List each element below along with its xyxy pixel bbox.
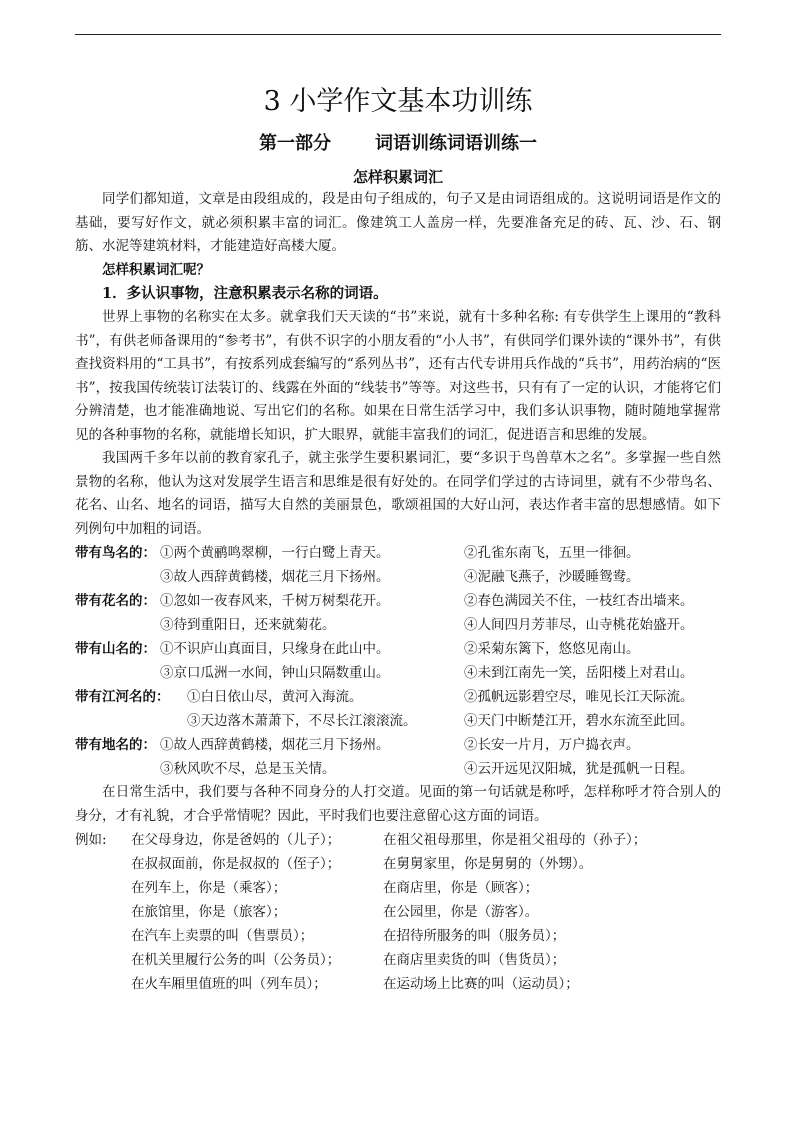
example-row [75,924,721,948]
poem-category-label [75,661,160,685]
question-heading: 怎样积累词汇呢？ [102,261,210,278]
example-right: 在商店里，你是（顾客）； [383,880,539,896]
example-left: 在列车上，你是（乘客）； [131,880,287,896]
example-right: 在商店里卖货的叫（售货员）； [383,952,566,968]
poem-row [75,565,721,589]
poem-category-label [75,709,187,733]
document-body [75,82,721,996]
poem-row [75,637,721,661]
example-label: 例如: [75,832,107,848]
poem-line-left: ①白日依山尽，黄河入海流。 [187,689,363,705]
document-title: 3 小学作文基本功训练 [263,86,533,117]
example-row [75,852,721,876]
poem-row [75,757,721,781]
poem-line-right: ④云开远见汉阳城，犹是孤帆一日程。 [464,761,694,777]
poem-row [75,541,721,565]
poem-line-left: ①忽如一夜春风来，千树万树梨花开。 [160,593,390,609]
poem-line-right: ②采菊东篱下，悠悠见南山。 [464,641,640,657]
poem-category-label [75,565,160,589]
paragraph-book-names: 世界上事物的名称实在太多。就拿我们天天读的“书”来说，就有十多种名称: 有专供学生上课用的“教科书”，有供老师备课用的“参考书”，有供不识字的小朋友看的“小人书”，有供同学们课外读的“课外书”，有供查找资料用的“工具书”，有按系列成套编写的“系列丛书”，还有古代专讲用兵作战的“兵书”，用药治病的“医书”，按我国传统装订法装订的、线露在外面的“线装书”等等。对这些书，只有有了一定的认识，才能将它们分辨清楚，也才能准确地说、写出它们的名称。如果在日常生活学习中，我们多认识事物，随时随地掌握常见的各种事物的名称，就能增长知识，扩大眼界，就能丰富我们的词汇，促进语言和思维的发展。 [75,309,721,443]
example-row [75,972,721,996]
paragraph-confucius: 我国两千多年以前的教育家孔子，就主张学生要积累词汇，要“多识于鸟兽草木之名”。多掌握一些自然景物的名称，他认为这对发展学生语言和思维是很有好处的。在同学们学过的古诗词里，就有不少带鸟名、花名、山名、地名的词语，描写大自然的美丽景色，歌颂祖国的大好山河，表达作者丰富的思想感情。如下列例句中加粗的词语。 [75,450,721,537]
section-title: 怎样积累词汇 [352,168,443,186]
example-left: 在汽车上卖票的叫（售票员）； [131,928,314,944]
poem-line-left: ①故人西辞黄鹤楼，烟花三月下扬州。 [160,737,390,753]
example-row [75,828,721,852]
header-rule [75,34,721,35]
poem-category-label: 带有鸟名的： [75,545,156,561]
example-right: 在舅舅家里，你是舅舅的（外甥）。 [383,856,593,872]
poem-category-label: 带有花名的： [75,593,156,609]
poem-line-right: ④天门中断楚江开，碧水东流至此回。 [464,713,694,729]
poem-line-right: ②长安一片月，万户捣衣声。 [464,737,640,753]
paragraph-address-terms: 在日常生活中，我们要与各种不同身分的人打交道。见面的第一句话就是称呼，怎样称呼才符合别人的身分，才有礼貌，才合乎常情呢？因此，平时我们也要注意留心这方面的词语。 [75,784,721,824]
example-left: 在旅馆里，你是（旅客）； [131,904,287,920]
example-row [75,876,721,900]
part-title [75,131,721,157]
part-label: 第一部分 [259,133,331,154]
poem-line-left: ③京口瓜洲一水间，钟山只隔数重山。 [160,665,390,681]
poem-category-label: 带有地名的： [75,737,156,753]
example-left: 在火车厢里值班的叫（列车员）； [131,976,327,992]
example-right: 在公园里，你是（游客）。 [383,904,539,920]
poem-row [75,685,721,709]
poem-examples [75,541,721,781]
poem-category-label [75,757,160,781]
poem-row [75,709,721,733]
poem-row [75,661,721,685]
example-row [75,900,721,924]
part-name: 词语训练词语训练一 [375,133,537,154]
poem-line-right: ④未到江南先一笑，岳阳楼上对君山。 [464,665,694,681]
poem-row [75,589,721,613]
poem-line-right: ②春色满园关不住，一枝红杏出墙来。 [464,593,694,609]
poem-row [75,733,721,757]
example-left: 在机关里履行公务的叫（公务员）； [131,952,341,968]
poem-line-right: ④人间四月芳菲尽，山寺桃花始盛开。 [464,617,694,633]
poem-category-label [75,613,160,637]
intro-paragraph: 同学们都知道，文章是由段组成的，段是由句子组成的，句子又是由词语组成的。这说明词语是作文的基础，要写好作文，就必须积累丰富的词汇。像建筑工人盖房一样，先要准备充足的砖、瓦、沙、石、钢筋、水泥等建筑材料，才能建造好高楼大厦。 [75,191,721,254]
poem-line-left: ③秋风吹不尽，总是玉关情。 [160,761,336,777]
poem-line-right: ②孔雀东南飞，五里一徘徊。 [464,545,640,561]
poem-line-right: ②孤帆远影碧空尽，唯见长江天际流。 [464,689,694,705]
point-one-heading: 1．多认识事物，注意积累表示名称的词语。 [102,285,388,302]
poem-line-left: ①不识庐山真面目，只缘身在此山中。 [160,641,390,657]
example-right: 在招待所服务的叫（服务员）； [383,928,566,944]
poem-category-label: 带有江河名的： [75,689,170,705]
poem-line-right: ④泥融飞燕子，沙暖睡鸳鸯。 [464,569,640,585]
poem-row [75,613,721,637]
poem-line-left: ①两个黄鹂鸣翠柳，一行白鹭上青天。 [160,545,390,561]
address-examples [75,828,721,996]
poem-line-left: ③天边落木萧萧下，不尽长江滚滚流。 [187,713,417,729]
poem-category-label: 带有山名的： [75,641,156,657]
example-right: 在运动场上比赛的叫（运动员）； [383,976,579,992]
example-right: 在祖父祖母那里，你是祖父祖母的（孙子）； [383,832,647,848]
poem-line-left: ③待到重阳日，还来就菊花。 [160,617,336,633]
example-left: 在叔叔面前，你是叔叔的（侄子）； [131,856,341,872]
example-left: 在父母身边，你是爸妈的（儿子）； [131,832,341,848]
example-row [75,948,721,972]
poem-line-left: ③故人西辞黄鹤楼，烟花三月下扬州。 [160,569,390,585]
